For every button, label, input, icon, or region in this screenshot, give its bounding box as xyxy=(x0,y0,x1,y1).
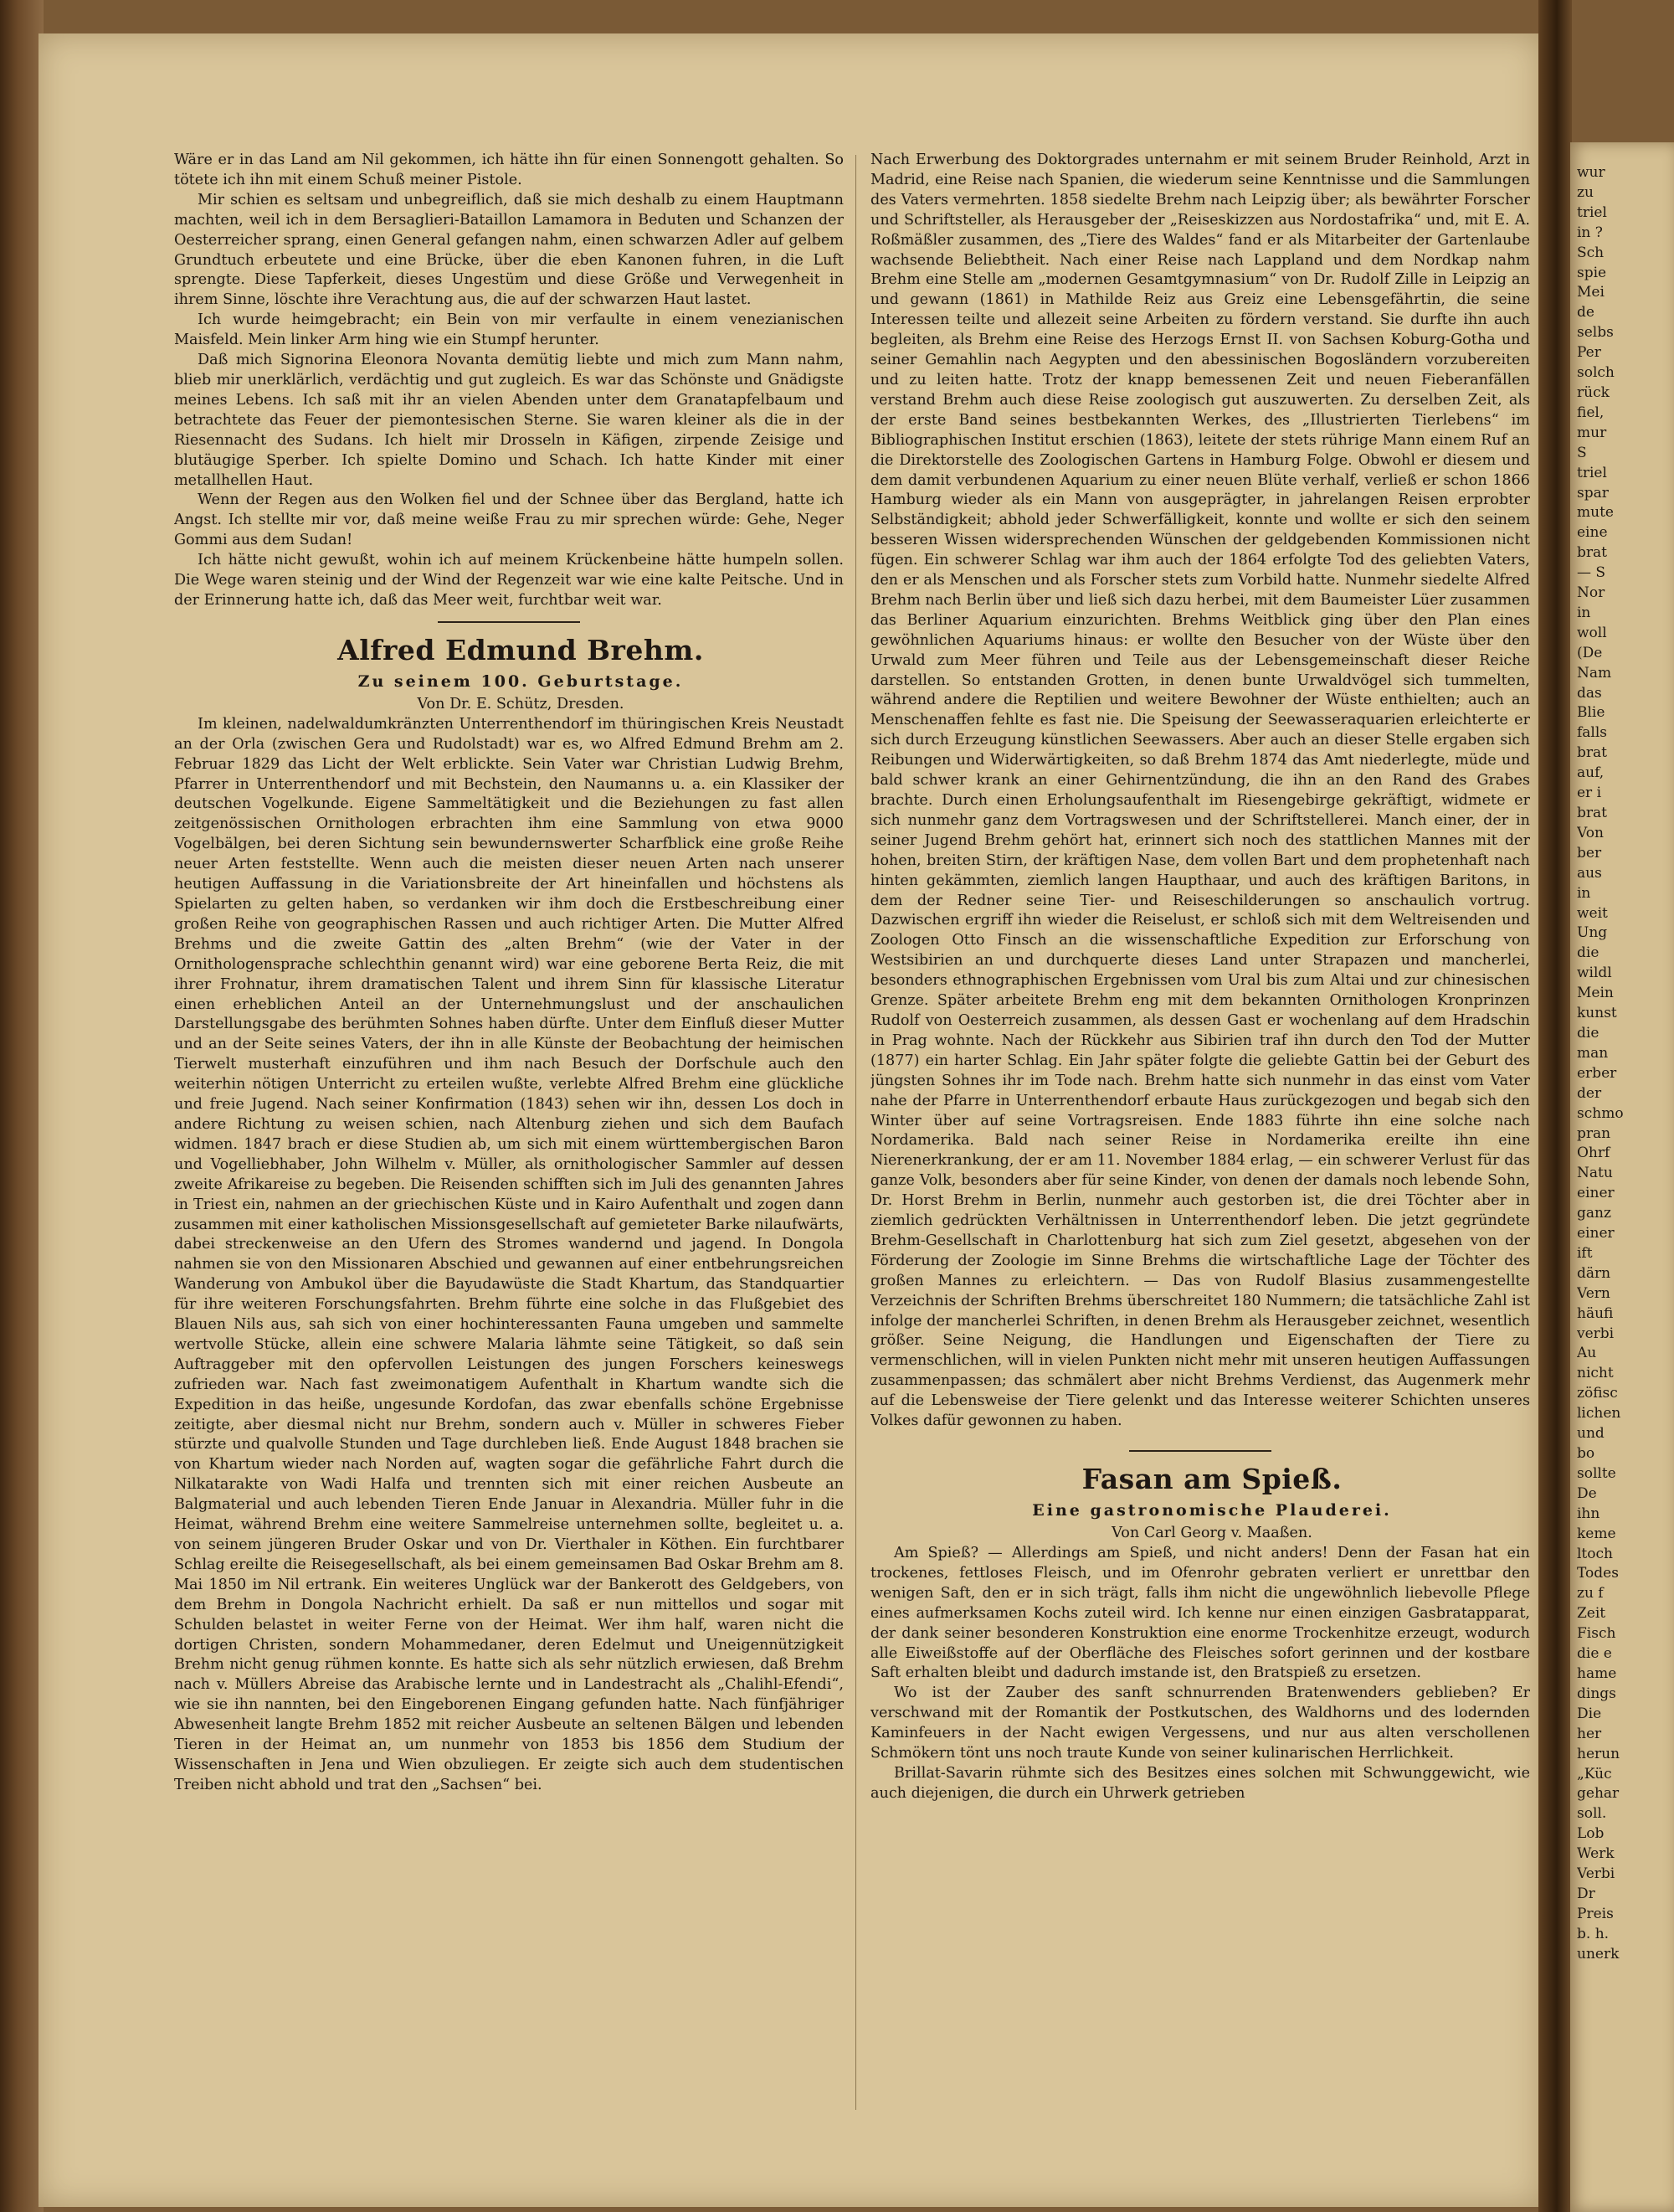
text-fragment: häufi xyxy=(1577,1304,1614,1322)
text-fragment: bo xyxy=(1577,1445,1595,1462)
text-fragment: Verbi xyxy=(1577,1865,1615,1883)
text-fragment: hame xyxy=(1577,1664,1617,1682)
text-fragment: Ohrf xyxy=(1577,1145,1610,1162)
text-fragment: soll. xyxy=(1577,1805,1607,1823)
text-fragment: Dr xyxy=(1577,1885,1595,1902)
text-fragment: und xyxy=(1577,1425,1605,1443)
text-fragment: därn xyxy=(1577,1264,1611,1282)
text-fragment: unerk xyxy=(1577,1945,1620,1963)
text-column-left xyxy=(174,151,844,2118)
text-column-right xyxy=(870,151,1530,2118)
text-fragment: — S xyxy=(1577,564,1606,582)
text-fragment: Mein xyxy=(1577,985,1614,1002)
book-binding-left xyxy=(0,0,44,2212)
text-fragment: zu f xyxy=(1577,1585,1604,1602)
text-fragment: Sch xyxy=(1577,244,1605,261)
article-headline: Alfred Edmund Brehm. xyxy=(337,633,704,666)
column-rule xyxy=(855,155,856,2110)
text-fragment: in xyxy=(1577,884,1591,902)
text-fragment: solch xyxy=(1577,364,1615,382)
text-fragment: her xyxy=(1577,1725,1602,1742)
text-fragment: erber xyxy=(1577,1064,1617,1082)
text-fragment: einer xyxy=(1577,1225,1615,1242)
text-fragment: Lob xyxy=(1577,1825,1605,1843)
article-subheadline: Eine gastronomische Plauderei. xyxy=(1032,1501,1392,1520)
text-fragment: ber xyxy=(1577,844,1602,862)
book-gutter xyxy=(1538,0,1572,2212)
text-fragment: spie xyxy=(1577,264,1607,281)
text-fragment: auf, xyxy=(1577,764,1605,782)
text-fragment: man xyxy=(1577,1044,1609,1062)
text-fragment: wur xyxy=(1577,164,1605,181)
text-fragment: falls xyxy=(1577,724,1608,742)
text-fragment: Mei xyxy=(1577,284,1605,301)
text-fragment: Zeit xyxy=(1577,1605,1606,1623)
paragraph: Daß mich Signorina Eleonora Novanta demütig liebte und mich zum Mann nahm, blieb mir unerklärlich, verdächtig und gut zugleich. Es war das Schönste und Gnädigste meines Lebens. Ich saß mit ihr an vielen Abenden unter dem Granatapfelbaum und betrachtete das Feuer der piemontesischen Sterne. Sie waren kleiner als die in der Riesennacht des Sudans. Ich hielt mir Drosseln in Käfigen, zirpende Zeisige und blutäugige Sperber. Ich spielte Domino und Schach. Ich hatte Kinder mit einer metallhellen Haut. xyxy=(174,352,844,489)
text-fragment: S xyxy=(1577,444,1587,461)
text-fragment: ihn xyxy=(1577,1505,1600,1522)
article-byline: Von Dr. E. Schütz, Dresden. xyxy=(417,695,624,712)
paragraph: Ich wurde heimgebracht; ein Bein von mir verfaulte in einem venezianischen Maisfeld. Mein linker Arm hing wie ein Stumpf herunter. xyxy=(174,311,844,349)
adjacent-page-fragments xyxy=(1577,163,1669,2206)
text-fragment: verbi xyxy=(1577,1325,1615,1342)
text-fragment: fiel, xyxy=(1577,404,1605,421)
text-fragment: brat xyxy=(1577,544,1607,562)
text-fragment: spar xyxy=(1577,484,1609,502)
text-fragment: aus xyxy=(1577,864,1602,882)
text-fragment: ganz xyxy=(1577,1205,1611,1222)
text-fragment: Fisch xyxy=(1577,1625,1616,1643)
text-fragment: Die xyxy=(1577,1705,1602,1722)
text-fragment: De xyxy=(1577,1484,1597,1502)
paragraph: Im kleinen, nadelwaldumkränzten Unterrenthendorf im thüringischen Kreis Neustadt an der Orla (zwischen Gera und Rudolstadt) war es, wo Alfred Edmund Brehm am 2. Februar 1829 das Licht der Welt erblickte. Sein Vater war Christian Ludwig Brehm, Pfarrer in Unterrenthendorf und mit Bechstein, den Naumanns u. a. ein Klassiker der deutschen Vogelkunde. Eigene Sammeltätigkeit und die Beziehungen zu fast allen zeitgenössischen Ornithologen erbrachten ihm eine Sammlung von etwa 9000 Vogelbälgen, bei deren Sichtung sein bewundernswerter Scharfblick eine große Reihe neuer Arten feststellte. Wenn auch die meisten dieser neuen Arten nach unserer heutigen Auffassung in die Variationsbreite der Art hineinfallen und höchstens als Spielarten zu gelten haben, so verdanken wir ihm doch die Erstbeschreibung einer großen Reihe von geographischen Rassen und auch richtiger Arten. Die Mutter Alfred Brehms und die zweite Gattin des „alten Brehm“ (wie der Vater in der Ornithologensprache schlechthin genannt wird) war eine geborene Berta Reiz, die mit ihrer Frohnatur, ihrem dramatischen Talent und ihrem Sinn für klassische Literatur einen erheblichen Anteil an der Unternehmungslust und der anschaulichen Darstellungsgabe des berühmten Sohnes haben dürfte. Unter dem Einfluß dieser Mutter und an der Seite seines Vaters, der ihn in alle Künste der Beobachtung der heimischen Tierwelt musterhaft einzuführen und ihm nach Besuch der Dorfschule auch den weiterhin nötigen Unterricht zu erteilen wußte, verlebte Alfred Brehm eine glückliche und freie Jugend. Nach seiner Konfirmation (1843) sehen wir ihn, dessen Los doch in andere Richtung zu weisen schien, nach Altenburg ziehen und sich dem Baufach widmen. 1847 brach er diese Studien ab, um sich mit einem württembergischen Baron und Vogelliebhaber, John Wilhelm v. Müller, als ornithologischer Sammler auf dessen zweite Afrikareise zu begeben. Die Reisenden schifften sich im Juli des genannten Jahres in Triest ein, nahmen an der griechischen Küste und in Kairo Aufenthalt und zogen dann zusammen mit einer katholischen Missionsgesellschaft auf gemieteter Barke nilaufwärts, dabei streckenweise an den Ufern des Stromes wandernd und jagend. In Dongola nahmen sie von den Missionaren Abschied und gewannen auf einer entbehrungsreichen Wanderung von Ambukol über die Bayudawüste die Stadt Khartum, das Standquartier für ihre weiteren Forschungsfahrten. Brehm führte eine solche in das Flußgebiet des Blauen Nils aus, sah sich von einer hochinteressanten Fauna umgeben und sammelte wertvolle Stücke, allein eine schwere Malaria lähmte seine Tätigkeit, so daß sein Auftraggeber mit den opfervollen Leistungen des jungen Forschers keineswegs zufrieden war. Nach fast zweimonatigem Aufenthalt in Khartum wandte sich die Expedition in das heiße, ungesunde Kordofan, das zwar ebenfalls schöne Ergebnisse zeitigte, aber diesmal nicht nur Brehm, sondern auch v. Müller in schweres Fieber stürzte und qualvolle Stunden und Tage durchleben ließ. Ende August 1848 brachen sie von Khartum wieder nach Norden auf, wagten sogar die gefährliche Fahrt durch die Nilkatarakte von Wadi Halfa und trennten sich mit einer reichen Ausbeute an Balgmaterial und auch lebenden Tieren Ende Januar in Alexandria. Müller fuhr in die Heimat, während Brehm eine weitere Sammelreise unternehmen sollte, begleitet u. a. von seinem jüngeren Bruder Oskar und von Dr. Vierthaler in Köthen. Ein furchtbarer Schlag ereilte die Reisegesellschaft, als bei einem gemeinsamen Bad Oskar Brehm am 8. Mai 1850 im Nil ertrank. Ein weiteres Unglück war der Bankerott des Geldgebers, von dem Brehm in Dongola Nachricht erhielt. Da saß er nun mittellos und sogar mit Schulden belastet in weiter Ferne von der Heimat. Wer ihm half, waren nicht die dortigen Christen, sondern Mohammedaner, deren Edelmut und Uneigennützigkeit Brehm nicht genug rühmen konnte. Es hatte sich als sehr nützlich erwiesen, daß Brehm nach v. Müllers Abreise das Arabische lernte und in Landestracht als „Chalihl-Efendi“, wie sie ihn nannten, bei den Eingeborenen Eingang gefunden hatte. Nach fünfjähriger Abwesenheit langte Brehm 1852 mit reicher Ausbeute an seltenen Bälgen und lebenden Tieren in der Heimat an, um nunmehr von 1853 bis 1856 dem Studium der Wissenschaften in Jena und Wien obzuliegen. Er zeigte sich auch dem studentischen Treiben nicht abhold und trat den „Sachsen“ bei. xyxy=(174,715,844,1793)
section-divider xyxy=(438,621,580,623)
text-fragment: eine xyxy=(1577,524,1608,542)
text-fragment: woll xyxy=(1577,624,1607,641)
text-fragment: dings xyxy=(1577,1685,1616,1702)
text-fragment: Blie xyxy=(1577,704,1605,722)
text-fragment: mur xyxy=(1577,424,1607,441)
section-divider xyxy=(1129,1450,1271,1452)
text-fragment: wildl xyxy=(1577,965,1612,982)
text-fragment: sollte xyxy=(1577,1464,1616,1482)
text-fragment: (De xyxy=(1577,644,1603,661)
text-fragment: Natu xyxy=(1577,1165,1613,1182)
paragraph: Nach Erwerbung des Doktorgrades unternahm er mit seinem Bruder Reinhold, Arzt in Madrid, eine Reise nach Spanien, die wiederum seine Kenntnisse und die Sammlungen des Vaters vermehrten. 1858 siedelte Brehm nach Leipzig über; als bewährter Forscher und Schriftsteller, als Herausgeber der „Reiseskizzen aus Nordostafrika“ und, mit E. A. Roßmäßler zusammen, des „Tiere des Waldes“ fand er als Mitarbeiter der Gartenlaube wachsende Beliebtheit. Nach einer Reise nach Lappland und dem Nordkap nahm Brehm eine Stelle am „modernen Gesamtgymnasium“ von Dr. Rudolf Zille in Leipzig an und gewann (1861) in Mathilde Reiz aus Greiz eine Lebensgefährtin, die seine Interessen teilte und allezeit seine Arbeiten zu fördern verstand. Sie durfte ihn auch begleiten, als Brehm eine Reise des Herzogs Ernst II. von Sachsen Koburg-Gotha und seiner Gemahlin nach Aegypten und den abessinischen Bogosländern vorzubereiten und zu leiten hatte. Trotz der knapp bemessenen Zeit und neuen Fieberanfällen verstand Brehm auch diese Reise zoologisch gut auszuwerten. Zu derselben Zeit, als der erste Band seines bestbekannten Werkes, des „Illustrierten Tierlebens“ im Bibliographischen Institut erschien (1863), leitete der stets rührige Mann einem Ruf an die Direktorstelle des Zoologischen Gartens in Hamburg Folge. Obwohl er diesem und dem damit verbundenen Aquarium zu einer neuen Blüte verhalf, verließ er schon 1866 Hamburg wieder als ein Mann von ausgeprägter, in jahrelangen Reisen erprobter Selbständigkeit; abhold jeder Schwerfälligkeit, konnte und wollte er sich den seinem besseren Wissen widersprechenden Wünschen der geldgebenden Kommissionen nicht fügen. Ein schwerer Schlag war ihm auch der 1864 erfolgte Tod des geliebten Vaters, den er als Menschen und als Forscher stets zum Vorbild hatte. Nunmehr siedelte Alfred Brehm nach Berlin über und ließ sich dazu herbei, mit dem Baumeister Lüer zusammen das Berliner Aquarium einzurichten. Brehms Weitblick ging über den Plan eines gewöhnlichen Aquariums hinaus: er wollte den Besucher von der Wüste über den Urwald zum Meer führen und Teile aus der Lebensgemeinschaft dieser Reiche darstellen. So entstanden Grotten, in denen bunte Urwaldvögel sich tummelten, während andere die Reptilien und weitere Bewohner der Wüste enthielten; auch an Menschenaffen fehlte es fast nie. Die Speisung der Seewasseraquarien erleichterte er sich durch Erzeugung künstlichen Seewassers. Aber auch an dieser Stelle ergaben sich Reibungen und Widerwärtigkeiten, so daß Brehm 1874 das Amt niederlegte, müde und bald schwer krank an einer Gehirnentzündung, die ihn an den Rand des Grabes brachte. Durch einen Erholungsaufenthalt im Riesengebirge gekräftigt, widmete er sich nunmehr ganz dem Vortragswesen und der Schriftstellerei. Manch einer, der in seiner Jugend Brehm gehört hat, erinnert sich noch des stattlichen Mannes mit der hohen, breiten Stirn, der kräftigen Nase, dem vollen Bart und dem prophetenhaft nach hinten gekämmten, ziemlich langen Haupthaar, und auch des kräftigen Baritons, in dem der Redner seine Tier- und Reiseschilderungen so anschaulich vortrug. Dazwischen ergriff ihn wieder die Reiselust, er schloß sich mit dem Weltreisenden und Zoologen Otto Finsch an die wissenschaftliche Expedition zur Erforschung von Westsibirien an und durchquerte dieses Land unter Strapazen und mancherlei, besonders ethnographischen Ergebnissen vom Ural bis zum Altai und zur chinesischen Grenze. Später arbeitete Brehm eng mit dem bekannten Ornithologen Kronprinzen Rudolf von Oesterreich zusammen, als dessen Gast er wochenlang auf dem Hradschin in Prag wohnte. Nach der Rückkehr aus Sibirien traf ihn durch den Tod der Mutter (1877) ein harter Schlag. Ein Jahr später folgte die geliebte Gattin bei der Geburt des jüngsten Sohnes ihr im Tode nach. Brehm hatte sich nunmehr in das einst vom Vater nahe der Pfarre in Unterrenthendorf erbaute Haus zurückgezogen und begab sich den Winter über auf seine Vortragsreisen. Ende 1883 führte ihn eine solche nach Nordamerika. Bald nach seiner Reise in Nordamerika ereilte ihn eine Nierenerkrankung, der er am 11. November 1884 erlag, — ein schwerer Verlust für das ganze Volk, besonders aber für seine Kinder, von denen der damals noch lebende Sohn, Dr. Horst Brehm in Berlin, nunmehr auch gestorben ist, die drei Töchter aber in ziemlich gedrückten Verhältnissen in Unterrenthendorf leben. Die jetzt gegründete Brehm-Gesellschaft in Charlottenburg hat sich zum Ziel gesetzt, abgesehen von der Förderung der Zoologie im Sinne Brehms die wirtschaftliche Lage der Töchter des großen Mannes zu erleichtern. — Das von Rudolf Blasius zusammengestellte Verzeichnis der Schriften Brehms überschreitet 180 Nummern; die tatsächliche Zahl ist infolge der mancherlei Schriften, in denen Brehm als Herausgeber zeichnet, wesentlich größer. Seine Neigung, die Handlungen und Eigenschaften der Tiere zu vermenschlichen, will in vielen Punkten nicht mehr mit unseren heutigen Auffassungen zusammenpassen; das schmälert aber nicht Brehms Verdienst, das Augenmerk mehr auf die Lebensweise der Tiere gelenkt und das Interesse weiterer Schichten unseres Volkes dafür gewonnen zu haben. xyxy=(870,152,1530,1430)
text-fragment: Von xyxy=(1577,824,1604,841)
text-fragment: b. h. xyxy=(1577,1925,1610,1942)
text-fragment: lichen xyxy=(1577,1405,1621,1422)
text-fragment: Werk xyxy=(1577,1845,1615,1863)
text-fragment: mute xyxy=(1577,504,1614,522)
text-fragment: schmo xyxy=(1577,1104,1624,1122)
text-fragment: Au xyxy=(1577,1345,1597,1362)
text-fragment: de xyxy=(1577,304,1594,322)
article-byline: Von Carl Georg v. Maaßen. xyxy=(1112,1525,1312,1541)
text-fragment: die xyxy=(1577,1024,1600,1042)
text-fragment: zu xyxy=(1577,183,1594,201)
paragraph: Wo ist der Zauber des sanft schnurrenden Bratenwenders geblieben? Er verschwand mit der Romantik der Postkutschen, des Waldhorns und des lodernden Kaminfeuers in der Nacht ewigen Vergessens, und nur aus alten verschollenen Schmökern tönt uns noch traute Kunde von seiner kulinarischen Herrlichkeit. xyxy=(870,1685,1530,1762)
text-fragment: nicht xyxy=(1577,1365,1614,1382)
text-fragment: gehar xyxy=(1577,1785,1620,1803)
paragraph: Wenn der Regen aus den Wolken fiel und der Schnee über das Bergland, hatte ich Angst. Ich stellte mir vor, daß meine weiße Frau zu mir sprechen würde: Gehe, Neger Gommi aus dem Sudan! xyxy=(174,491,844,549)
text-fragment: selbs xyxy=(1577,324,1614,342)
text-fragment: Nam xyxy=(1577,664,1612,682)
text-fragment: das xyxy=(1577,684,1602,702)
text-fragment: Ung xyxy=(1577,924,1608,942)
text-fragment: triel xyxy=(1577,464,1607,481)
article-headline: Fasan am Spieß. xyxy=(1081,1463,1343,1495)
text-fragment: weit xyxy=(1577,904,1608,922)
text-fragment: brat xyxy=(1577,805,1607,821)
text-fragment: „Küc xyxy=(1577,1765,1612,1782)
text-fragment: triel xyxy=(1577,203,1607,221)
text-fragment: in xyxy=(1577,604,1591,621)
text-fragment: keme xyxy=(1577,1525,1616,1542)
text-fragment: Todes xyxy=(1577,1565,1619,1582)
text-fragment: Per xyxy=(1577,344,1601,362)
text-fragment: Preis xyxy=(1577,1905,1614,1922)
paragraph: Ich hätte nicht gewußt, wohin ich auf meinem Krückenbeine hätte humpeln sollen. Die Wege waren steinig und der Wind der Regenzeit war wie eine kalte Peitsche. Und in der Erinnerung hatte ich, daß das Meer weit, furchtbar weit war. xyxy=(174,552,844,609)
paragraph: Brillat-Savarin rühmte sich des Besitzes eines solchen mit Schwunggewicht, wie auch diejenigen, die durch ein Uhrwerk getrieben xyxy=(870,1764,1530,1802)
article-subheadline: Zu seinem 100. Geburtstage. xyxy=(357,671,684,691)
paragraph: Mir schien es seltsam und unbegreiflich, daß sie mich deshalb zu einem Hauptmann machten, weil ich in dem Bersaglieri-Bataillon Lamamora in Beduten und Schanzen der Oesterreicher sprang, einen General gefangen nahm, einen schwarzen Adler auf gelbem Grundtuch erbeutete und eine Brücke, über die eben Kanonen fuhren, in die Luft sprengte. Diese Tapferkeit, dieses Ungestüm und diese Größe und Verwegenheit in ihrem Sinne, löschte ihre Verachtung aus, die auf der schwarzen Haut lastet. xyxy=(174,191,844,309)
text-fragment: in ? xyxy=(1577,224,1603,241)
text-fragment: ltoch xyxy=(1577,1545,1613,1562)
paragraph: Wäre er in das Land am Nil gekommen, ich hätte ihn für einen Sonnengott gehalten. So tötete ich ihn mit einem Schuß meiner Pistole. xyxy=(174,152,844,188)
text-fragment: herun xyxy=(1577,1745,1620,1762)
text-fragment: pran xyxy=(1577,1124,1611,1142)
text-fragment: Nor xyxy=(1577,584,1605,602)
text-fragment: einer xyxy=(1577,1185,1615,1202)
text-fragment: kunst xyxy=(1577,1005,1617,1022)
text-fragment: die xyxy=(1577,944,1600,962)
text-fragment: brat xyxy=(1577,744,1607,762)
text-fragment: rück xyxy=(1577,383,1610,401)
text-fragment: die e xyxy=(1577,1645,1612,1663)
text-fragment: er i xyxy=(1577,784,1602,802)
paragraph: Am Spieß? — Allerdings am Spieß, und nicht anders! Denn der Fasan hat ein trockenes, fettloses Fleisch, und im Ofenrohr gebraten verliert er unrettbar den wenigen Saft, den er in sich trägt, falls ihm nicht die ungewöhnlich liebevolle Pflege eines aufmerksamen Kochs zuteil wird. Ich kenne nur einen einzigen Gasbratapparat, der dank seiner besonderen Konstruktion eine enorme Trockenhitze erzeugt, wodurch alle Eiweißstoffe auf der Oberfläche des Fleisches sofort gerinnen und der kostbare Saft erhalten bleibt und dadurch imstande ist, den Bratspieß zu ersetzen. xyxy=(870,1545,1530,1682)
text-fragment: Vern xyxy=(1577,1284,1610,1302)
text-fragment: der xyxy=(1577,1084,1602,1102)
text-fragment: ift xyxy=(1577,1244,1593,1262)
text-fragment: zöfisc xyxy=(1577,1385,1618,1402)
